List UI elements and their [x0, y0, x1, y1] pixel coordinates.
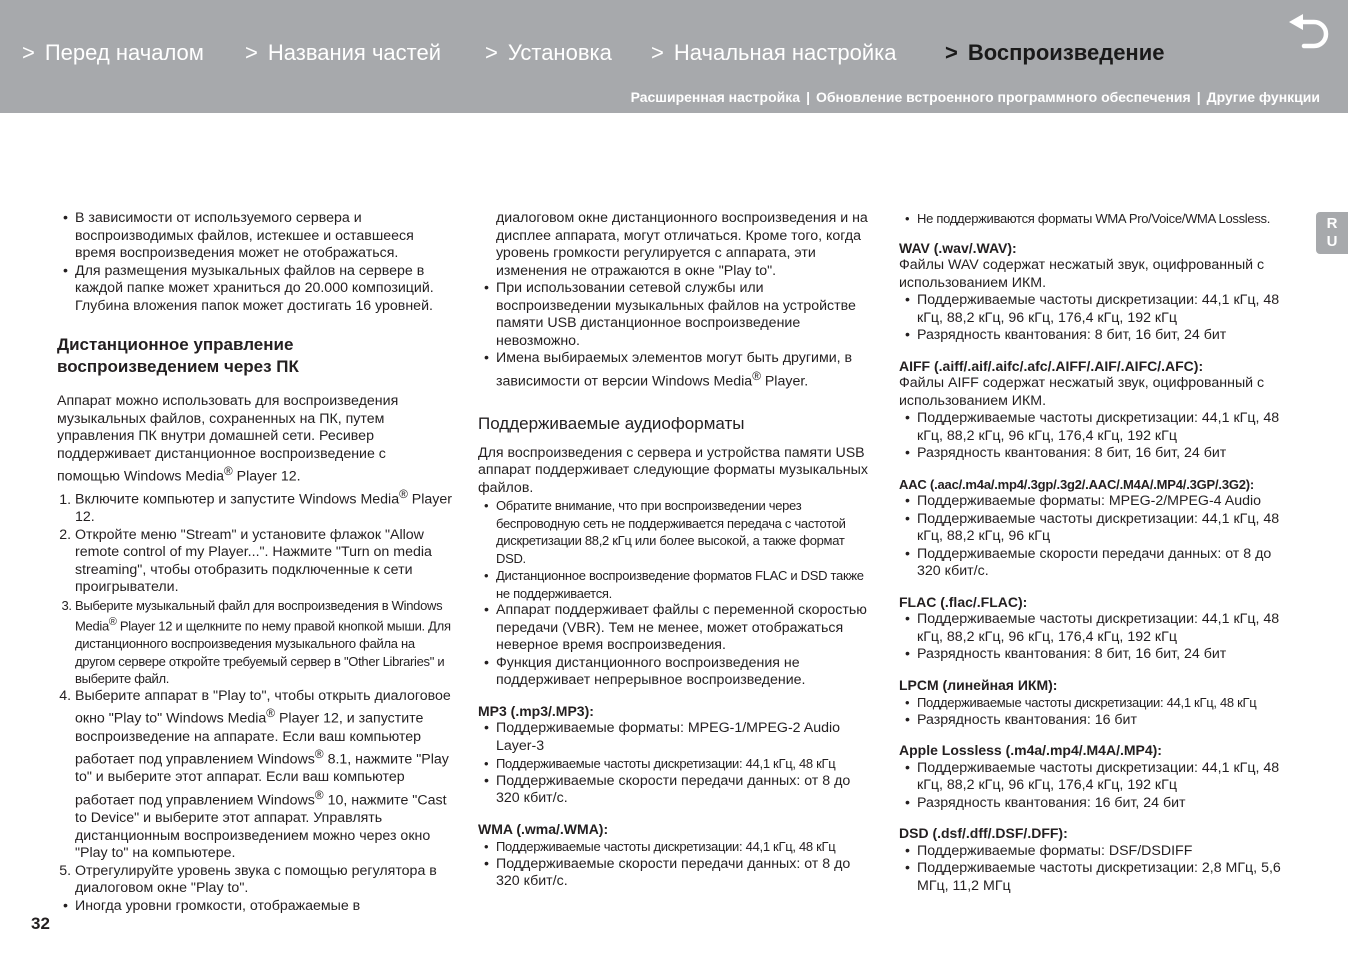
- heading-line: Дистанционное управление: [57, 335, 294, 354]
- nav-link-part-names[interactable]: [245, 38, 441, 68]
- step-item: [75, 688, 452, 863]
- registered-mark: ®: [108, 616, 117, 629]
- list-item: • В зависимости от используемого сервера и воспроизводимых файлов, истекшее и оставшееся время воспроизведения может не отображаться.: [75, 210, 452, 263]
- wma-note-list: [899, 210, 1294, 228]
- list-item: • Разрядность квантования: 16 бит, 24 бит: [917, 795, 1294, 813]
- list-item: • Для размещения музыкальных файлов на сервере в каждой папке может храниться до 20.000 композиций. Глубина вложения папок может достигать 16 уровней.: [75, 263, 452, 316]
- nav-arrow: >: [22, 40, 35, 65]
- list-item: • Поддерживаемые форматы: MPEG-2/MPEG-4 Audio: [917, 493, 1294, 511]
- format-title-flac: FLAC (.flac/.FLAC):: [899, 593, 1028, 610]
- subnav-link-advanced-setup[interactable]: Расширенная настройка: [630, 89, 801, 105]
- continued-text: диалоговом окне дистанционного воспроизведения и на дисплее аппарата, могут отличаться. Кроме того, когда уровень громкости регулируется с аппарата, эти изменения не отражаются в окне "Play to".: [496, 210, 868, 279]
- nav-arrow: >: [485, 40, 498, 65]
- list-item: • Поддерживаемые частоты дискретизации: 44,1 кГц, 48 кГц, 88,2 кГц, 96 кГц, 176,4 кГц, 192 кГц: [917, 292, 1294, 327]
- list-item: • Функция дистанционного воспроизведения не поддерживает непрерывное воспроизведение.: [496, 655, 873, 690]
- nav-link-before-start[interactable]: [22, 38, 204, 68]
- note-bullet-list: [57, 898, 452, 916]
- nav-link-label: Названия частей: [267, 40, 442, 65]
- format-list-wav: [899, 292, 1294, 345]
- language-letter: R: [1326, 215, 1338, 232]
- format-list-alac: [899, 760, 1294, 813]
- text-run: 10, нажмите "Cast to Device" и выберите этот аппарат. Управлять дистанционным воспроизведением можно через окно "Play to" на компьютере.: [75, 792, 447, 861]
- text-run: Player 12.: [75, 491, 452, 526]
- header-bar: [0, 0, 1348, 113]
- list-item: • Поддерживаемые форматы: DSF/DSDIFF: [917, 843, 1294, 861]
- format-list-lpcm: [899, 694, 1294, 729]
- list-item: • Поддерживаемые частоты дискретизации: 44,1 кГц, 48 кГц: [496, 755, 873, 773]
- list-item: • Поддерживаемые форматы: MPEG-1/MPEG-2 Audio Layer-3: [496, 720, 873, 755]
- format-list-flac: [899, 611, 1294, 664]
- text-run: Аппарат можно использовать для воспроизведения музыкальных файлов, сохраненных на ПК, путем управления ПК внутри домашней сети. Ресивер поддерживает дистанционное воспроизведение с помощью Windows Media: [57, 393, 399, 485]
- nav-arrow: >: [651, 40, 664, 65]
- list-item: • Поддерживаемые скорости передачи данных: от 8 до 320 кбит/с.: [496, 773, 873, 808]
- subnav-separator: |: [1196, 89, 1201, 105]
- text-run: 8.1, нажмите "Play to" и выберите этот аппарат. Если ваш компьютер работает под управлением Windows: [75, 751, 449, 809]
- text-run: Player 12, и запустите воспроизведение на аппарате. Если ваш компьютер работает под управлением Windows: [75, 711, 424, 768]
- language-letter: U: [1326, 233, 1338, 250]
- format-title-wma: WMA (.wma/.WMA):: [478, 820, 609, 837]
- list-item: • Поддерживаемые частоты дискретизации: 44,1 кГц, 48 кГц, 88,2 кГц, 96 кГц, 176,4 кГц, 192 кГц: [917, 410, 1294, 445]
- sub-nav: [631, 89, 1320, 105]
- list-item: • Поддерживаемые частоты дискретизации: 44,1 кГц, 48 кГц: [496, 838, 873, 856]
- nav-link-installation[interactable]: [485, 38, 612, 68]
- language-tab: [1316, 212, 1348, 254]
- list-item: • Разрядность квантования: 8 бит, 16 бит, 24 бит: [917, 445, 1294, 463]
- format-desc-wav: Файлы WAV содержат несжатый звук, оцифрованный с использованием ИКМ.: [899, 257, 1265, 291]
- format-title-dsd: DSD (.dsf/.dff/.DSF/.DFF):: [899, 825, 1068, 841]
- step-item: 5. Отрегулируйте уровень звука с помощью регулятора в диалоговом окне "Play to".: [75, 863, 452, 898]
- format-list-mp3: [478, 720, 873, 808]
- text-run: Имена выбираемых элементов могут быть другими, в зависимости от версии Windows Media: [496, 350, 853, 390]
- registered-mark: ®: [752, 368, 761, 383]
- format-list-aiff: [899, 410, 1294, 463]
- format-list-dsd: [899, 843, 1294, 896]
- format-title-aac: AAC (.aac/.m4a/.mp4/.3gp/.3g2/.AAC/.M4A/.MP4/.3GP/.3G2):: [899, 476, 1255, 492]
- step-item: 2. Откройте меню "Stream" и установите флажок "Allow remote control of my Player...". Нажмите "Turn on media streaming", чтобы отобразить подключенные к сети проигрыватели.: [75, 527, 452, 597]
- text-run: Player 12.: [232, 468, 301, 485]
- list-item: • Поддерживаемые частоты дискретизации: 44,1 кГц, 48 кГц, 88,2 кГц, 96 кГц: [917, 511, 1294, 546]
- section-heading-remote-playback: [57, 334, 452, 378]
- list-item: • Поддерживаемые частоты дискретизации: 44,1 кГц, 48 кГц: [917, 694, 1294, 712]
- format-title-mp3: MP3 (.mp3/.MP3):: [478, 702, 594, 719]
- registered-mark: ®: [399, 487, 408, 502]
- nav-arrow: >: [245, 40, 258, 65]
- list-item: • Поддерживаемые скорости передачи данных: от 8 до 320 кбит/с.: [496, 856, 873, 891]
- list-item: • Обратите внимание, что при воспроизведении через беспроводную сеть не поддерживается передача с частотой дискретизации 88,2 кГц или более высокой, а также формат DSD.: [496, 497, 873, 567]
- column-right: [899, 210, 1294, 895]
- page-number: 32: [31, 914, 50, 933]
- registered-mark: ®: [314, 747, 324, 762]
- format-title-wav: WAV (.wav/.WAV):: [899, 239, 1017, 256]
- text-run: Выберите аппарат в "Play to", чтобы открыть диалоговое окно "Play to" Windows Media: [75, 687, 451, 728]
- list-item: • Разрядность квантования: 8 бит, 16 бит, 24 бит: [917, 327, 1294, 345]
- text-run: Выберите музыкальный файл для воспроизведения в Windows Media: [75, 597, 443, 634]
- subnav-link-other-functions[interactable]: Другие функции: [1206, 89, 1320, 105]
- list-item: • Поддерживаемые частоты дискретизации: 2,8 МГц, 5,6 МГц, 11,2 МГц: [917, 860, 1294, 895]
- list-item: • Дистанционное воспроизведение форматов FLAC и DSD также не поддерживается.: [496, 567, 873, 602]
- list-item: • Поддерживаемые скорости передачи данных: от 8 до 320 кбит/с.: [917, 546, 1294, 581]
- format-notes-list: [478, 497, 873, 690]
- step-item: [75, 486, 452, 527]
- list-item: [496, 350, 873, 391]
- list-item: • Поддерживаемые частоты дискретизации: 44,1 кГц, 48 кГц, 88,2 кГц, 96 кГц, 176,4 кГц, 192 кГц: [917, 611, 1294, 646]
- column-left: [57, 210, 452, 915]
- list-item: • Разрядность квантования: 16 бит: [917, 712, 1294, 730]
- back-arrow-icon[interactable]: [1286, 14, 1332, 54]
- nav-link-label: Начальная настройка: [673, 40, 897, 65]
- nav-link-label: Установка: [507, 40, 612, 65]
- nav-link-label: Перед началом: [44, 40, 204, 65]
- list-item: • Аппарат поддерживает файлы с переменной скоростью передачи (VBR). Тем не менее, может отображаться неверное время воспроизведения.: [496, 602, 873, 655]
- format-title-alac: Apple Lossless (.m4a/.mp4/.M4A/.MP4):: [899, 742, 1162, 758]
- format-title-lpcm: LPCM (линейная ИКМ):: [899, 676, 1058, 693]
- format-title-aiff: AIFF (.aiff/.aif/.aifc/.afc/.AIFF/.AIF/.AIFC/.AFC):: [899, 357, 1204, 374]
- nav-link-initial-setup[interactable]: [651, 38, 896, 68]
- intro-bullet-list: [57, 210, 452, 315]
- nav-link-playback[interactable]: [945, 38, 1164, 68]
- nav-link-label: Воспроизведение: [967, 40, 1165, 65]
- section-intro: Для воспроизведения с сервера и устройства памяти USB аппарат поддерживает следующие форматы музыкальных файлов.: [478, 444, 868, 496]
- text-run: Player 12 и щелкните по нему правой кнопкой мыши. Для дистанционного воспроизведения музыкального файла на другом сервере откройте требуемый сервер в "Other Libraries" и выберите файл.: [75, 618, 451, 687]
- format-desc-aiff: Файлы AIFF содержат несжатый звук, оцифрованный с использованием ИКМ.: [899, 375, 1265, 409]
- list-item: • Разрядность квантования: 8 бит, 16 бит, 24 бит: [917, 646, 1294, 664]
- nav-arrow: >: [945, 40, 958, 65]
- text-run: Включите компьютер и запустите Windows Media: [75, 491, 400, 508]
- section-intro: [57, 393, 452, 486]
- registered-mark: ®: [314, 787, 324, 802]
- list-item: • Иногда уровни громкости, отображаемые в: [75, 898, 452, 916]
- list-item: • Поддерживаемые частоты дискретизации: 44,1 кГц, 48 кГц, 88,2 кГц, 96 кГц, 176,4 кГц, 192 кГц: [917, 760, 1294, 795]
- format-list-aac: [899, 493, 1294, 581]
- registered-mark: ®: [224, 464, 233, 478]
- heading-line: воспроизведением через ПК: [57, 357, 299, 376]
- subnav-link-firmware-update[interactable]: Обновление встроенного программного обеспечения: [815, 89, 1191, 105]
- note-bullet-list: [478, 280, 873, 391]
- registered-mark: ®: [266, 706, 276, 721]
- section-heading-audio-formats: Поддерживаемые аудиоформаты: [478, 413, 745, 433]
- column-middle: [478, 210, 873, 891]
- text-run: Player.: [760, 373, 809, 390]
- subnav-separator: |: [806, 89, 810, 105]
- format-list-wma: [478, 838, 873, 891]
- steps-list: [57, 486, 452, 897]
- list-item: • При использовании сетевой службы или воспроизведении музыкальных файлов на устройстве памяти USB дистанционное воспроизведение невозможно.: [496, 280, 873, 350]
- list-item: • Не поддерживаются форматы WMA Pro/Voice/WMA Lossless.: [917, 210, 1294, 228]
- step-item: [75, 597, 452, 688]
